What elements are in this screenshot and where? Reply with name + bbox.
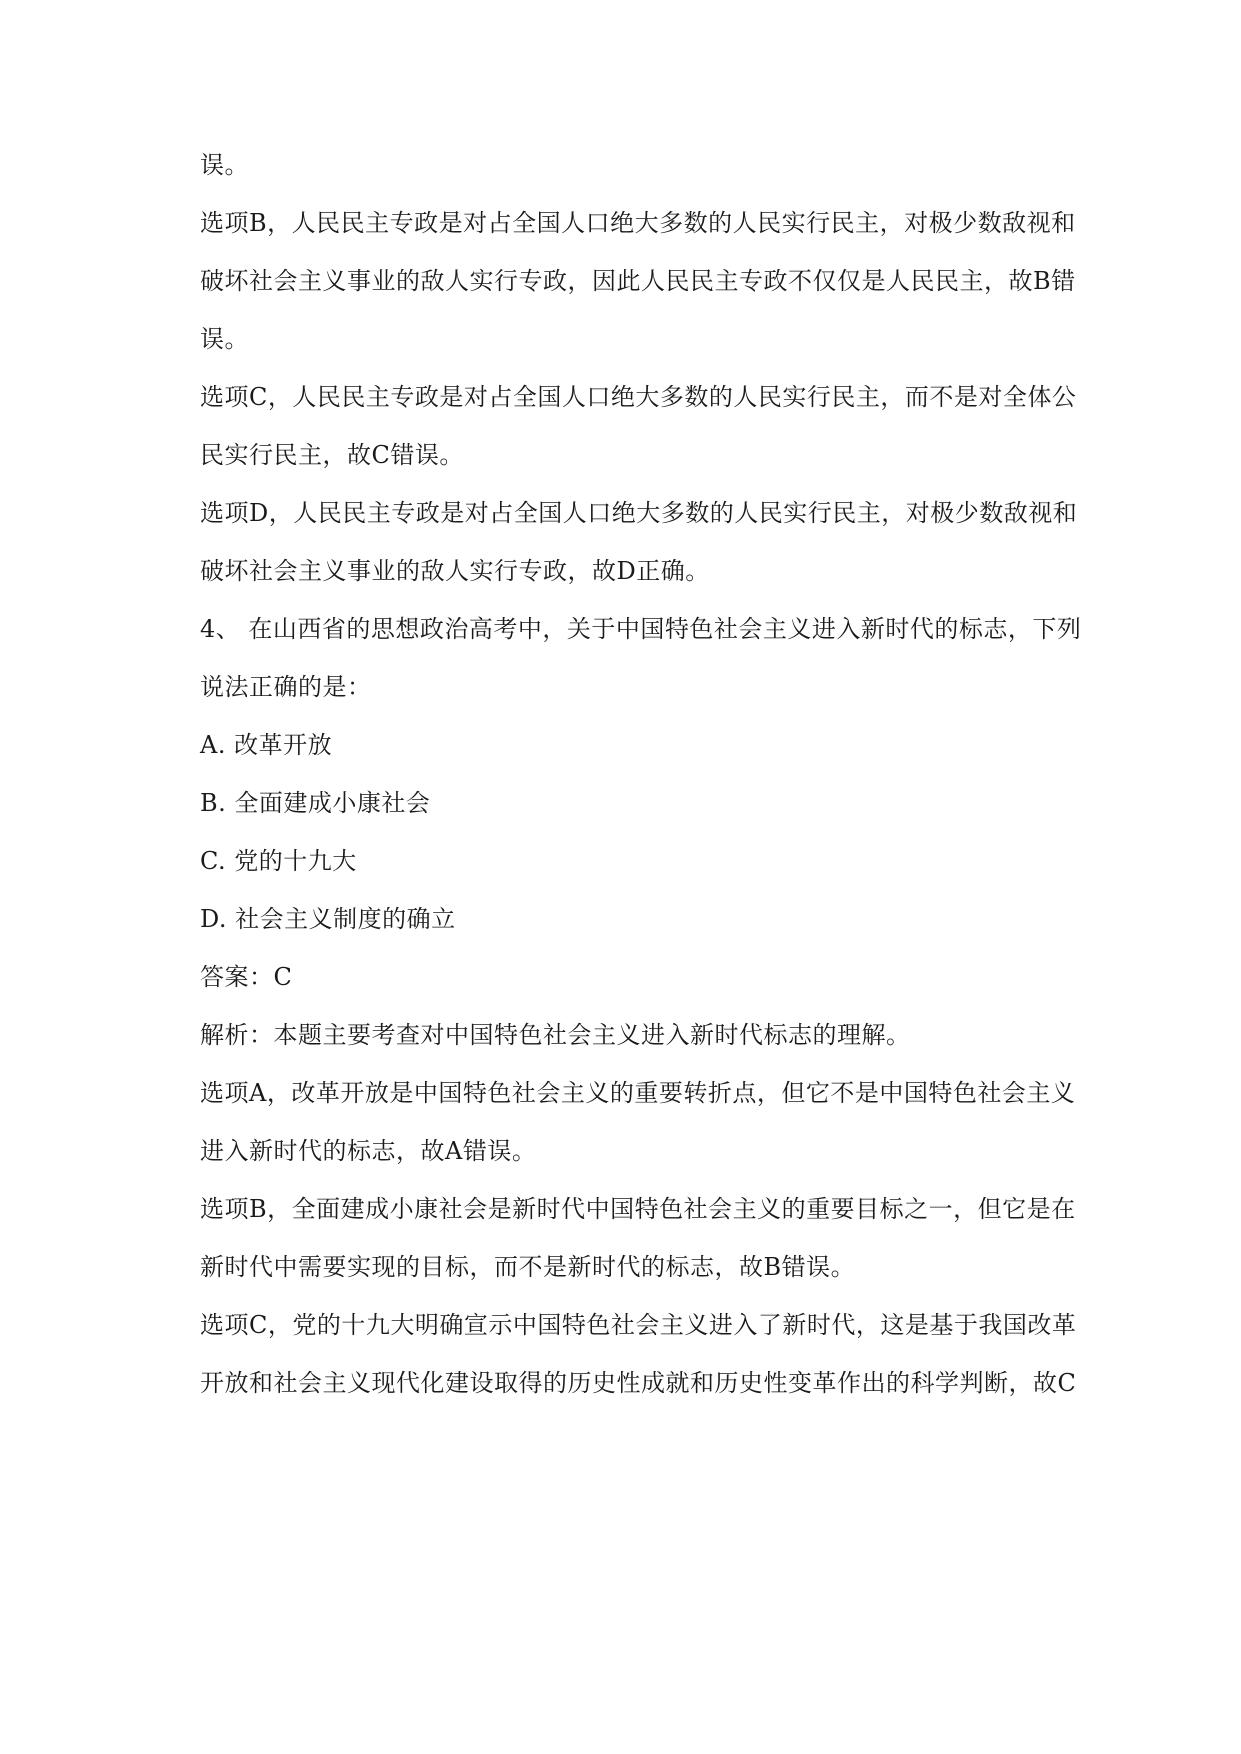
- question-4-option-a: A. 改革开放: [200, 731, 333, 759]
- text-line-option-b-explanation-end: 误。: [200, 325, 249, 353]
- question-4-option-c: C. 党的十九大: [200, 847, 357, 875]
- text-line-option-b-explanation: 选项B，人民民主专政是对占全国人口绝大多数的人民实行民主，对极少数敌视和: [200, 209, 1076, 237]
- question-4-option-d: D. 社会主义制度的确立: [200, 905, 456, 933]
- text-line-option-b-explanation-cont: 破坏社会主义事业的敌人实行专政，因此人民民主专政不仅仅是人民民主，故B错: [200, 267, 1076, 295]
- text-line-option-d-explanation: 选项D，人民民主专政是对占全国人口绝大多数的人民实行民主，对极少数敌视和: [200, 499, 1078, 527]
- text-line-option-d-explanation-cont: 破坏社会主义事业的敌人实行专政，故D正确。: [200, 557, 710, 585]
- question-4-option-b: B. 全面建成小康社会: [200, 789, 431, 817]
- question-4-stem: 4、 在山西省的思想政治高考中，关于中国特色社会主义进入新时代的标志，下列: [200, 615, 1082, 643]
- question-4-option-a-explanation: 选项A，改革开放是中国特色社会主义的重要转折点，但它不是中国特色社会主义: [200, 1079, 1076, 1107]
- question-4-analysis: 解析：本题主要考查对中国特色社会主义进入新时代标志的理解。: [200, 1021, 911, 1049]
- question-4-option-b-explanation: 选项B，全面建成小康社会是新时代中国特色社会主义的重要目标之一，但它是在: [200, 1195, 1076, 1223]
- text-line-option-c-explanation-cont: 民实行民主，故C错误。: [200, 441, 464, 469]
- text-line-prev-continuation: 误。: [200, 151, 249, 179]
- question-4-option-a-explanation-cont: 进入新时代的标志，故A错误。: [200, 1137, 537, 1165]
- question-4-option-c-explanation-cont: 开放和社会主义现代化建设取得的历史性成就和历史性变革作出的科学判断，故C: [200, 1369, 1077, 1397]
- question-4-option-c-explanation: 选项C，党的十九大明确宣示中国特色社会主义进入了新时代，这是基于我国改革: [200, 1311, 1077, 1339]
- question-4-option-b-explanation-cont: 新时代中需要实现的目标，而不是新时代的标志，故B错误。: [200, 1253, 856, 1281]
- text-line-option-c-explanation: 选项C，人民民主专政是对占全国人口绝大多数的人民实行民主，而不是对全体公: [200, 383, 1077, 411]
- question-4-answer: 答案：C: [200, 963, 293, 991]
- question-4-stem-cont: 说法正确的是：: [200, 673, 372, 701]
